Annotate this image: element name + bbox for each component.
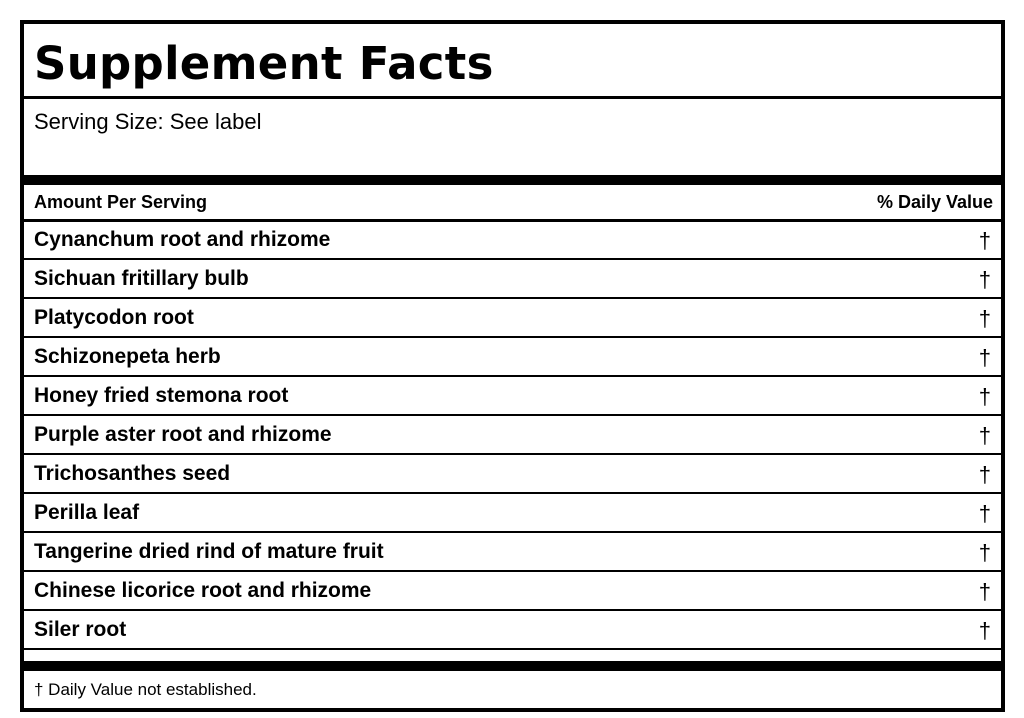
supplement-facts-label xyxy=(20,20,1005,712)
ingredient-name: Purple aster root and rhizome xyxy=(34,423,332,446)
ingredient-name: Siler root xyxy=(34,618,127,641)
ingredient-row xyxy=(24,377,1001,416)
page-title: Supplement Facts xyxy=(34,37,494,90)
daily-value-mark: † xyxy=(978,579,991,604)
amount-per-serving-header: Amount Per Serving xyxy=(34,192,208,212)
daily-value-mark: † xyxy=(978,618,991,643)
daily-value-mark: † xyxy=(978,345,991,370)
ingredient-name: Trichosanthes seed xyxy=(34,462,231,485)
ingredient-name: Honey fried stemona root xyxy=(34,384,289,407)
title-section xyxy=(24,24,1001,99)
ingredient-name: Sichuan fritillary bulb xyxy=(34,267,249,290)
daily-value-mark: † xyxy=(978,501,991,526)
ingredient-row xyxy=(24,416,1001,455)
ingredient-name: Schizonepeta herb xyxy=(34,345,221,368)
ingredient-row xyxy=(24,299,1001,338)
ingredient-row xyxy=(24,494,1001,533)
ingredient-row xyxy=(24,260,1001,299)
daily-value-mark: † xyxy=(978,384,991,409)
daily-value-mark: † xyxy=(978,462,991,487)
column-header-row xyxy=(24,185,1001,222)
ingredient-row xyxy=(24,338,1001,377)
ingredient-name: Cynanchum root and rhizome xyxy=(34,228,331,251)
daily-value-mark: † xyxy=(978,540,991,565)
serving-size-section xyxy=(24,99,1001,185)
ingredient-name: Platycodon root xyxy=(34,306,194,329)
ingredient-row xyxy=(24,572,1001,611)
daily-value-mark: † xyxy=(978,228,991,253)
ingredient-name: Tangerine dried rind of mature fruit xyxy=(34,540,384,563)
daily-value-mark: † xyxy=(978,267,991,292)
ingredient-row xyxy=(24,533,1001,572)
serving-size-text: Serving Size: See label xyxy=(34,109,262,134)
section-divider xyxy=(24,661,1001,671)
ingredient-list xyxy=(24,221,1001,650)
ingredient-row xyxy=(24,455,1001,494)
ingredient-name: Chinese licorice root and rhizome xyxy=(34,579,372,602)
footnote: † Daily Value not established. xyxy=(34,680,257,699)
daily-value-mark: † xyxy=(978,306,991,331)
ingredient-row xyxy=(24,221,1001,260)
ingredient-name: Perilla leaf xyxy=(34,501,140,524)
daily-value-header: % Daily Value xyxy=(876,192,993,212)
ingredient-row xyxy=(24,611,1001,650)
daily-value-mark: † xyxy=(978,423,991,448)
